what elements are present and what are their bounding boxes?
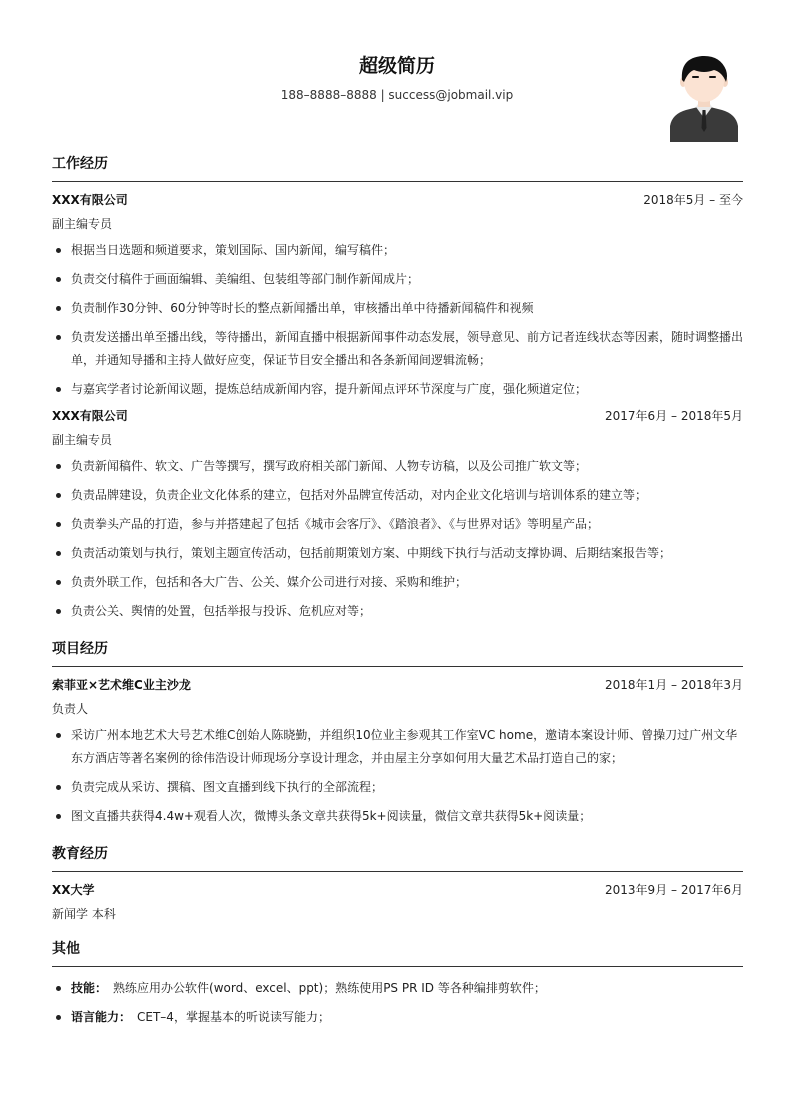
contact-info: 188–8888–8888 | success@jobmail.vip xyxy=(280,88,514,102)
list-item: 图文直播共获得4.4w+观看人次，微博头条文章共获得5k+阅读量，微信文章共获得5k+阅读量； xyxy=(52,805,743,828)
entry-role: 负责人 xyxy=(52,702,89,716)
entry-role: 新闻学 本科 xyxy=(52,907,116,921)
list-item: 负责品牌建设，负责企业文化体系的建立，包括对外品牌宣传活动，对内企业文化培训与培训体系的建立等； xyxy=(52,484,743,507)
list-item: 负责新闻稿件、软文、广告等撰写，撰写政府相关部门新闻、人物专访稿，以及公司推广软文等； xyxy=(52,455,743,478)
work-section xyxy=(52,152,743,623)
entry-role: 副主编专员 xyxy=(52,217,113,231)
bullet-list xyxy=(52,724,743,828)
list-item: 负责公关、舆情的处置，包括举报与投诉、危机应对等； xyxy=(52,600,743,623)
list-item xyxy=(52,977,743,1000)
entry-date: 2017年6月 – 2018年5月 xyxy=(605,409,743,423)
list-item: 与嘉宾学者讨论新闻议题，提炼总结成新闻内容，提升新闻点评环节深度与广度，强化频道定位； xyxy=(52,378,743,401)
education-entry xyxy=(52,881,743,923)
entry-date: 2018年1月 – 2018年3月 xyxy=(605,678,743,692)
list-item: 负责外联工作，包括和各大广告、公关、媒介公司进行对接、采购和维护； xyxy=(52,571,743,594)
list-item: 负责活动策划与执行，策划主题宣传活动，包括前期策划方案、中期线下执行与活动支撑协调、后期结案报告等； xyxy=(52,542,743,565)
bullet-list xyxy=(52,977,743,1029)
list-item xyxy=(52,1006,743,1029)
list-item: 负责拳头产品的打造，参与并搭建起了包括《城市会客厅》、《踏浪者》、《与世界对话》等明星产品； xyxy=(52,513,743,536)
entry-role: 副主编专员 xyxy=(52,433,113,447)
entry-date: 2013年9月 – 2017年6月 xyxy=(605,883,743,897)
entry-date: 2018年5月 – 至今 xyxy=(643,193,743,207)
list-item: 负责制作30分钟、60分钟等时长的整点新闻播出单，审核播出单中待播新闻稿件和视频 xyxy=(52,297,743,320)
item-label: 语言能力： xyxy=(71,1010,132,1024)
avatar-icon xyxy=(668,52,740,142)
item-text: 熟练应用办公软件(word、excel、ppt)；熟练使用PS PR ID 等各种编排剪软件； xyxy=(113,981,546,995)
bullet-list xyxy=(52,239,743,401)
list-item: 根据当日选题和频道要求，策划国际、国内新闻，编写稿件； xyxy=(52,239,743,262)
project-section xyxy=(52,637,743,828)
list-item: 采访广州本地艺术大号艺术维C创始人陈晓勤，并组织10位业主参观其工作室VC home，邀请本案设计师、曾操刀过广州文华东方酒店等著名案例的徐伟浩设计师现场分享设计理念，并由屋主分享如何用大量艺术品打造自己的家； xyxy=(52,724,743,770)
entry-org: XX大学 xyxy=(52,883,95,897)
resume-body xyxy=(52,152,743,1043)
list-item: 负责交付稿件于画面编辑、美编组、包装组等部门制作新闻成片； xyxy=(52,268,743,291)
section-title: 工作经历 xyxy=(52,152,743,182)
list-item: 负责完成从采访、撰稿、图文直播到线下执行的全部流程； xyxy=(52,776,743,799)
work-entry xyxy=(52,191,743,401)
work-entry xyxy=(52,407,743,623)
entry-org: XXX有限公司 xyxy=(52,409,128,423)
resume-name: 超级简历 xyxy=(358,55,435,77)
avatar xyxy=(668,52,740,142)
item-text: CET–4，掌握基本的听说读写能力； xyxy=(137,1010,330,1024)
item-label: 技能： xyxy=(71,981,108,995)
education-section xyxy=(52,842,743,923)
entry-org: XXX有限公司 xyxy=(52,193,128,207)
project-entry xyxy=(52,676,743,828)
other-section xyxy=(52,937,743,1029)
section-title: 项目经历 xyxy=(52,637,743,667)
section-title: 其他 xyxy=(52,937,743,967)
section-title: 教育经历 xyxy=(52,842,743,872)
bullet-list xyxy=(52,455,743,623)
list-item: 负责发送播出单至播出线，等待播出，新闻直播中根据新闻事件动态发展，领导意见、前方记者连线状态等因素，随时调整播出单，并通知导播和主持人做好应变，保证节目安全播出和各条新闻间逻辑流畅； xyxy=(52,326,743,372)
entry-org: 索菲亚×艺术维C业主沙龙 xyxy=(52,678,191,692)
